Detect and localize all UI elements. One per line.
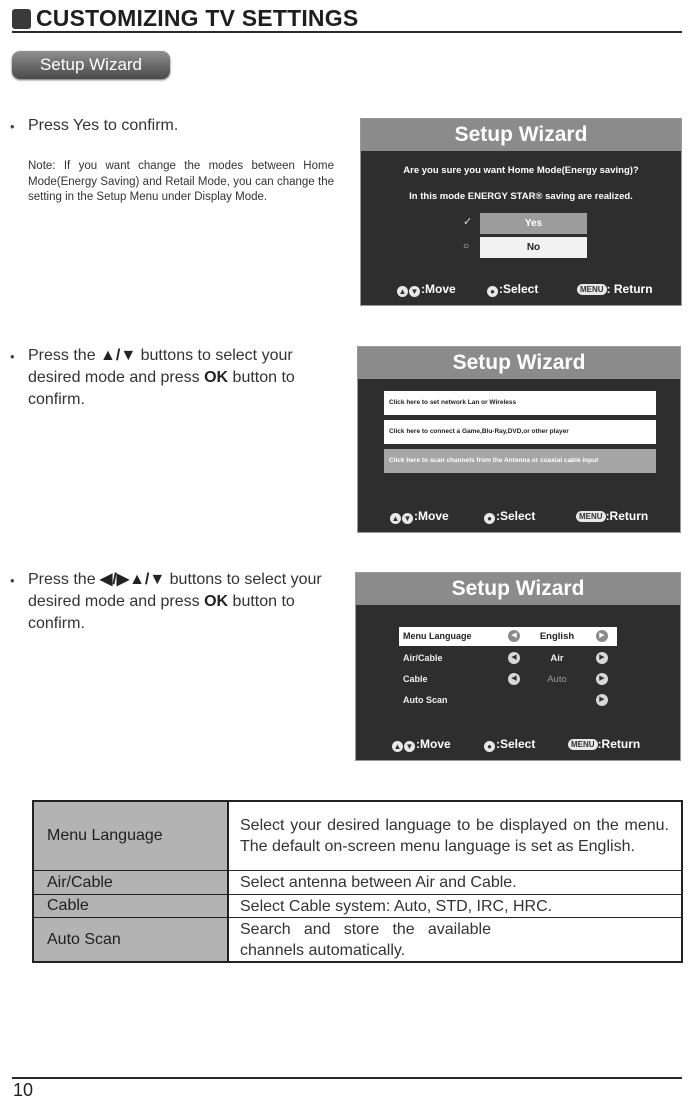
footer-move: ▲ ▼ :Move	[398, 282, 456, 296]
header-rule	[12, 31, 682, 33]
step-1-text: Press Yes to confirm.	[28, 117, 179, 134]
bullet: •	[10, 119, 15, 134]
section-badge: Setup Wizard	[12, 51, 170, 79]
table-row	[34, 802, 681, 870]
table-row	[34, 871, 681, 894]
table-key: Cable	[34, 895, 227, 917]
screen-title: Setup Wizard	[361, 119, 681, 151]
setup-wizard-screen-network	[357, 346, 681, 533]
up-icon: ▲	[398, 287, 407, 296]
chevron-left-icon[interactable]: ◀	[508, 652, 520, 664]
table-value: Select your desired language to be displayed on the menu. The default on-screen menu language is set as English.	[240, 817, 669, 855]
arrow-keys-icon: ▲/▼	[100, 347, 137, 364]
settings-table	[32, 800, 683, 963]
column-divider	[227, 802, 229, 961]
footer-move: ▲ ▼ :Move	[393, 737, 451, 751]
option-yes[interactable]: Yes	[480, 213, 587, 234]
down-icon: ▼	[405, 742, 414, 751]
table-key: Auto Scan	[34, 918, 227, 961]
up-icon: ▲	[393, 742, 402, 751]
row-value: Air	[550, 653, 564, 664]
bullet: •	[10, 573, 15, 588]
screen-title: Setup Wizard	[358, 347, 680, 379]
menu-key-icon: MENU	[576, 511, 606, 522]
chevron-left-icon[interactable]: ◀	[508, 630, 520, 642]
table-row	[34, 918, 681, 961]
ok-icon: ●	[487, 286, 498, 297]
footer-select: ● :Select	[484, 509, 535, 524]
row-label: Cable	[403, 674, 428, 684]
ok-icon: ●	[484, 741, 495, 752]
setup-wizard-screen-confirm	[360, 118, 682, 306]
chevron-right-icon[interactable]: ▶	[596, 673, 608, 685]
footer-return: MENU :Return	[576, 509, 648, 523]
confirm-question: Are you sure you want Home Mode(Energy saving)?	[403, 165, 639, 176]
step-1-note: Note: If you want change the modes between Home Mode(Energy Saving) and Retail Mode, you can change the setting in the Setup Menu under Display Mode.	[28, 160, 334, 203]
option-network[interactable]: Click here to set network Lan or Wireless	[384, 391, 656, 415]
page-number: 10	[13, 1080, 34, 1100]
table-row	[34, 895, 681, 917]
step-2-text: Press the ▲/▼ buttons to select your desired mode and press OK button to confirm.	[28, 347, 295, 408]
chevron-left-icon[interactable]: ◀	[508, 673, 520, 685]
radio-checked-icon: ✓	[463, 216, 473, 228]
up-icon: ▲	[391, 514, 400, 523]
row-value: English	[539, 631, 575, 642]
row-label: Menu Language	[403, 631, 472, 641]
row-label: Auto Scan	[403, 695, 448, 705]
table-value: Search and store the available channels automatically.	[240, 920, 491, 959]
footer-return: MENU :Return	[568, 737, 640, 751]
chevron-right-icon[interactable]: ▶	[596, 652, 608, 664]
down-icon: ▼	[410, 287, 419, 296]
down-icon: ▼	[403, 514, 412, 523]
chevron-right-icon[interactable]: ▶	[596, 630, 608, 642]
screen-title: Setup Wizard	[356, 573, 680, 605]
energy-star-note: In this mode ENERGY STAR® saving are realized.	[409, 191, 633, 202]
table-value: Select Cable system: Auto, STD, IRC, HRC.	[240, 897, 553, 915]
radio-empty-icon: ○	[463, 241, 470, 252]
step-3-text: Press the ◀/▶▲/▼ buttons to select your desired mode and press OK button to confirm.	[28, 571, 322, 632]
row-label: Air/Cable	[403, 653, 443, 663]
menu-key-icon: MENU	[577, 284, 607, 295]
option-no[interactable]: No	[480, 237, 587, 258]
option-scan-channels[interactable]: Click here to scan channels from the Antenna or coaxial cable input	[384, 449, 656, 473]
option-connect-device[interactable]: Click here to connect a Game,Blu-Ray,DVD,or other player	[384, 420, 656, 444]
bullet: •	[10, 349, 15, 364]
menu-key-icon: MENU	[568, 739, 598, 750]
section-marker	[12, 9, 31, 29]
footer-move: ▲ ▼ :Move	[391, 509, 449, 523]
footer-return: MENU : Return	[577, 282, 653, 296]
chevron-right-icon[interactable]: ▶	[596, 694, 608, 706]
setup-wizard-screen-language	[355, 572, 681, 761]
footer-rule	[12, 1077, 682, 1079]
footer-select: ● :Select	[487, 282, 538, 297]
table-key: Menu Language	[34, 802, 227, 870]
footer-select: ● :Select	[484, 737, 535, 752]
page-title: CUSTOMIZING TV SETTINGS	[36, 5, 359, 31]
ok-icon: ●	[484, 513, 495, 524]
table-value: Select antenna between Air and Cable.	[240, 874, 517, 891]
arrow-keys-icon: ◀/▶▲/▼	[100, 571, 166, 588]
row-value: Auto	[547, 674, 567, 685]
table-key: Air/Cable	[34, 871, 227, 894]
